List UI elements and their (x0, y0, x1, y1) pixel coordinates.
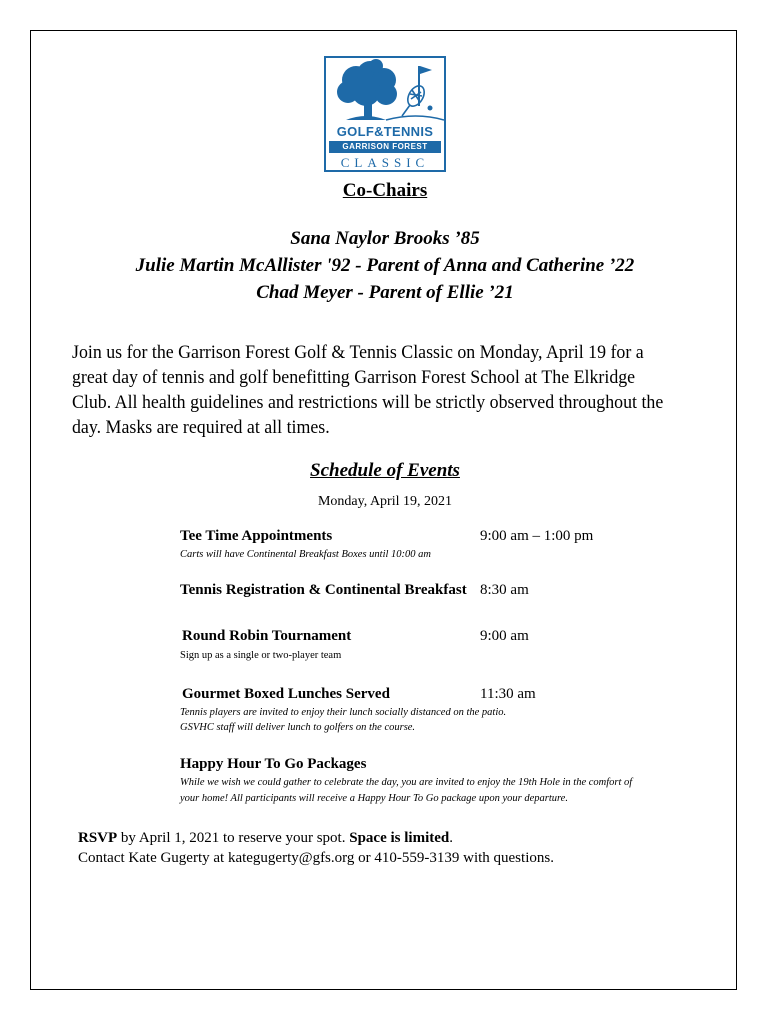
event-note: Sign up as a single or two-player team (180, 650, 342, 661)
logo-line-1: GOLF&TENNIS (336, 124, 434, 139)
rsvp-line (78, 828, 554, 848)
logo-line-2: GARRISON FOREST (329, 141, 441, 153)
tree-and-racquet-icon (326, 58, 444, 124)
event-note: While we wish we could gather to celebrate the day, you are invited to enjoy the 19th Hole in the comfort of (180, 777, 633, 788)
rsvp-text: by April 1, 2021 to reserve your spot. (117, 830, 350, 846)
event-note: GSVHC staff will deliver lunch to golfers on the course. (180, 722, 416, 733)
cochairs-heading: Co-Chairs (342, 180, 428, 201)
cochair-name: Sana Naylor Brooks ’85 (290, 228, 480, 249)
rsvp-limited: Space is limited (349, 830, 450, 846)
event-time: 8:30 am (480, 582, 529, 598)
event-time: 9:00 am (480, 628, 529, 644)
event-logo (324, 56, 446, 172)
event-title: Happy Hour To Go Packages (180, 756, 367, 772)
event-title: Round Robin Tournament (182, 628, 352, 644)
rsvp-label: RSVP (78, 830, 118, 846)
event-note: Tennis players are invited to enjoy their lunch socially distanced on the patio. (180, 707, 507, 718)
schedule-heading: Schedule of Events (310, 460, 460, 481)
event-title: Gourmet Boxed Lunches Served (182, 686, 390, 702)
cochair-name: Chad Meyer - Parent of Ellie ’21 (256, 282, 514, 303)
event-title: Tennis Registration & Continental Breakfast (180, 582, 467, 598)
event-time: 9:00 am – 1:00 pm (480, 528, 594, 544)
contact-line: Contact Kate Gugerty at kategugerty@gfs.org or 410-559-3139 with questions. (78, 850, 554, 866)
logo-line-3: CLASSIC (340, 155, 430, 170)
rsvp-block (78, 828, 554, 868)
event-time: 11:30 am (480, 686, 536, 702)
event-note: your home! All participants will receive a Happy Hour To Go package upon your departure. (180, 793, 568, 804)
rsvp-period: . (449, 830, 453, 846)
event-note: Carts will have Continental Breakfast Boxes until 10:00 am (180, 549, 432, 560)
intro-paragraph: Join us for the Garrison Forest Golf & Tennis Classic on Monday, April 19 for a great day of tennis and golf benefitting Garrison Forest School at The Elkridge Club. All health guidelines and restrictions will be strictly observed throughout the day. Masks are required at all times. (72, 342, 664, 438)
event-title: Tee Time Appointments (180, 528, 333, 544)
cochair-name: Julie Martin McAllister '92 - Parent of Anna and Catherine ’22 (135, 255, 635, 276)
schedule-date: Monday, April 19, 2021 (317, 494, 453, 509)
